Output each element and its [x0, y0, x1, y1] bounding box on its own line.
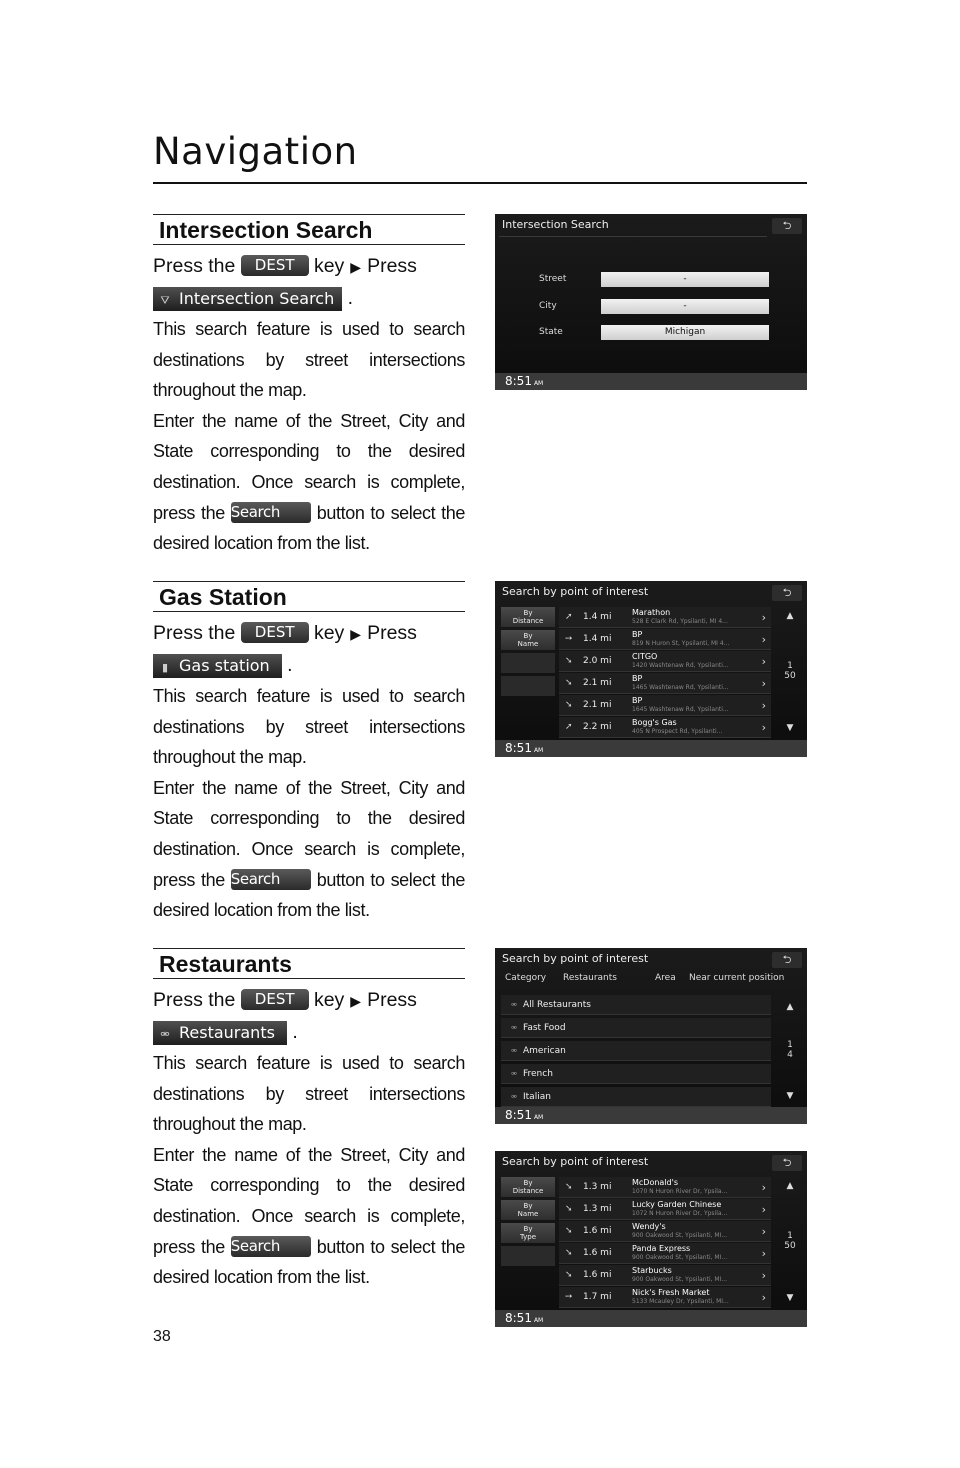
chevron-right-icon: › [761, 1181, 766, 1194]
arrow-right-icon: ▶ [350, 993, 362, 1009]
instruction-text: Enter the name of the Street, City and State corresponding to the desired destination. Once search is complete, press the Search button to select the desired location from the list. [153, 1144, 465, 1288]
list-item[interactable]: ➘ 2.0 mi CITGO 1420 Washtenaw Rd, Ypsilanti... › [559, 651, 771, 672]
menu-button-line: ⚮ Restaurants . [153, 1017, 465, 1048]
search-button: Search [231, 869, 311, 890]
category-value: Restaurants [563, 973, 617, 983]
sort-by-type-button[interactable]: By Type [501, 1223, 555, 1243]
direction-icon: ➘ [565, 656, 573, 666]
direction-icon: ➚ [565, 722, 573, 732]
section-heading: Intersection Search [153, 214, 465, 245]
direction-icon: ➘ [565, 700, 573, 710]
instruction-text: Enter the name of the Street, City and State corresponding to the desired destination. Once search is complete, press the Search button to select the desired location from the list. [153, 410, 465, 554]
list-item[interactable]: ➘ 1.6 mi Starbucks 900 Oakwood St, Ypsilanti, MI... › [559, 1265, 771, 1286]
chevron-right-icon: › [761, 1291, 766, 1304]
page-indicator: 1 50 [784, 661, 796, 681]
page-title: Navigation [153, 130, 358, 173]
instruction-text: Enter the name of the Street, City and State corresponding to the desired destination. Once search is complete, press the Search button to select the desired location from the list. [153, 777, 465, 921]
page-indicator: 1 4 [787, 1040, 793, 1060]
instruction-line: Press the DEST key ▶ Press [153, 989, 417, 1011]
direction-icon: ➘ [565, 1182, 573, 1192]
clock: 8:51 AM [495, 373, 807, 390]
list-item[interactable]: ➘ 1.3 mi McDonald's 1070 N Huron River Dr, Ypsila... › [559, 1177, 771, 1198]
side-button-empty [501, 676, 555, 696]
intersection-icon: ⛛ [160, 293, 170, 307]
restaurant-icon: ⚮ [511, 1001, 517, 1009]
list-item[interactable]: ⚮ Italian [501, 1087, 771, 1107]
state-label: State [539, 327, 563, 337]
side-button-empty [501, 653, 555, 673]
screen-title: Search by point of interest [502, 952, 649, 965]
direction-icon: ➚ [565, 612, 573, 622]
list-item[interactable]: ⚮ French [501, 1064, 771, 1084]
instruction-line: Press the DEST key ▶ Press [153, 255, 417, 277]
screenshot-restaurants-list [495, 1151, 807, 1327]
search-button: Search [231, 502, 311, 523]
description-text: This search feature is used to search destinations by street intersections throughout the map. [153, 319, 465, 401]
sort-by-distance-button[interactable]: By Distance [501, 1177, 555, 1197]
instruction-line: Press the DEST key ▶ Press [153, 622, 417, 644]
chevron-right-icon: › [761, 721, 766, 734]
street-field[interactable]: - [601, 272, 769, 287]
italian-icon: ⚮ [511, 1093, 517, 1101]
back-icon[interactable]: ⮌ [772, 585, 802, 601]
list-item[interactable]: ➙ 1.7 mi Nick's Fresh Market 5133 Mcauley Dr, Ypsilanti, MI... › [559, 1287, 771, 1308]
gas-pump-icon: ▮ [161, 660, 169, 674]
clock: 8:51 AM [495, 1107, 807, 1124]
section-restaurants [153, 948, 465, 1293]
page-number: 38 [153, 1328, 171, 1345]
side-button-empty [501, 1246, 555, 1266]
chevron-right-icon: › [761, 1247, 766, 1260]
screenshot-restaurant-categories [495, 948, 807, 1124]
filter-bar: Category Restaurants Area Near current position [505, 973, 785, 983]
scroll-down-icon[interactable]: ▼ [786, 723, 794, 733]
city-label: City [539, 301, 557, 311]
screen-title: Search by point of interest [502, 585, 649, 598]
menu-button-line: ▮ Gas station . [153, 650, 465, 681]
list-item[interactable]: ➘ 1.6 mi Panda Express 900 Oakwood St, Ypsilanti, MI... › [559, 1243, 771, 1264]
list-item[interactable]: ⚮ American [501, 1041, 771, 1061]
fast-food-icon: ⚮ [511, 1024, 517, 1032]
arrow-right-icon: ▶ [350, 259, 362, 275]
french-icon: ⚮ [511, 1070, 517, 1078]
list-item[interactable]: ⚮ All Restaurants [501, 995, 771, 1015]
screenshot-gas-station [495, 581, 807, 757]
search-button: Search [231, 1236, 311, 1257]
american-icon: ⚮ [511, 1047, 517, 1055]
list-item[interactable]: ➙ 1.4 mi BP 819 N Huron St, Ypsilanti, MI 4... › [559, 629, 771, 650]
chevron-right-icon: › [761, 1269, 766, 1282]
list-item[interactable]: ➘ 2.1 mi BP 1645 Washtenaw Rd, Ypsilanti... › [559, 695, 771, 716]
clock: 8:51 AM [495, 1310, 807, 1327]
scroll-up-icon[interactable]: ▲ [786, 1181, 794, 1191]
section-gas-station [153, 581, 465, 926]
direction-icon: ➙ [565, 1292, 573, 1302]
sort-by-distance-button[interactable]: By Distance [501, 607, 555, 627]
screen-divider [499, 236, 767, 237]
chevron-right-icon: › [761, 1225, 766, 1238]
restaurant-icon: ⚮ [160, 1027, 170, 1041]
list-item[interactable]: ➘ 2.1 mi BP 1465 Washtenaw Rd, Ypsilanti... › [559, 673, 771, 694]
title-divider [153, 182, 807, 184]
list-item[interactable]: ➚ 1.4 mi Marathon 528 E Clark Rd, Ypsilanti, MI 4... › [559, 607, 771, 628]
dest-key: DEST [241, 989, 309, 1010]
screen-title: Search by point of interest [502, 1155, 649, 1168]
gas-station-button: ▮ Gas station [153, 654, 282, 678]
chevron-right-icon: › [761, 699, 766, 712]
scroll-up-icon[interactable]: ▲ [786, 611, 794, 621]
direction-icon: ➘ [565, 1204, 573, 1214]
city-field[interactable]: - [601, 299, 769, 314]
back-icon[interactable]: ⮌ [772, 1155, 802, 1171]
sort-by-name-button[interactable]: By Name [501, 630, 555, 650]
scroll-up-icon[interactable]: ▲ [786, 1002, 794, 1012]
restaurants-button: ⚮ Restaurants [153, 1021, 287, 1045]
chevron-right-icon: › [761, 633, 766, 646]
scroll-down-icon[interactable]: ▼ [786, 1293, 794, 1303]
direction-icon: ➘ [565, 1270, 573, 1280]
chevron-right-icon: › [761, 1203, 766, 1216]
dest-key: DEST [241, 255, 309, 276]
direction-icon: ➘ [565, 1226, 573, 1236]
direction-icon: ➙ [565, 634, 573, 644]
section-heading: Restaurants [153, 948, 465, 979]
area-value: Near current position [689, 973, 785, 983]
sort-by-name-button[interactable]: By Name [501, 1200, 555, 1220]
description-text: This search feature is used to search destinations by street intersections throughout the map. [153, 686, 465, 768]
menu-button-line: ⛛ Intersection Search . [153, 283, 465, 314]
chevron-right-icon: › [761, 677, 766, 690]
chevron-right-icon: › [761, 655, 766, 668]
back-icon[interactable]: ⮌ [772, 952, 802, 968]
chevron-right-icon: › [761, 611, 766, 624]
intersection-search-button: ⛛ Intersection Search [153, 287, 342, 311]
section-intersection-search [153, 214, 465, 559]
clock: 8:51 AM [495, 740, 807, 757]
arrow-right-icon: ▶ [350, 626, 362, 642]
direction-icon: ➘ [565, 678, 573, 688]
list-item[interactable]: ➚ 2.2 mi Bogg's Gas 405 N Prospect Rd, Ypsilanti... › [559, 717, 771, 738]
description-text: This search feature is used to search destinations by street intersections throughout the map. [153, 1053, 465, 1135]
section-heading: Gas Station [153, 581, 465, 612]
back-icon[interactable]: ⮌ [772, 218, 802, 234]
screenshot-intersection-search [495, 214, 807, 390]
state-field[interactable]: Michigan [601, 325, 769, 340]
page-indicator: 1 50 [784, 1231, 796, 1251]
screen-title: Intersection Search [502, 218, 609, 231]
street-label: Street [539, 274, 567, 284]
list-item[interactable]: ➘ 1.6 mi Wendy's 900 Oakwood St, Ypsilanti, MI... › [559, 1221, 771, 1242]
list-item[interactable]: ⚮ Fast Food [501, 1018, 771, 1038]
scroll-down-icon[interactable]: ▼ [786, 1091, 794, 1101]
direction-icon: ➘ [565, 1248, 573, 1258]
list-item[interactable]: ➘ 1.3 mi Lucky Garden Chinese 1072 N Huron River Dr, Ypsila... › [559, 1199, 771, 1220]
dest-key: DEST [241, 622, 309, 643]
